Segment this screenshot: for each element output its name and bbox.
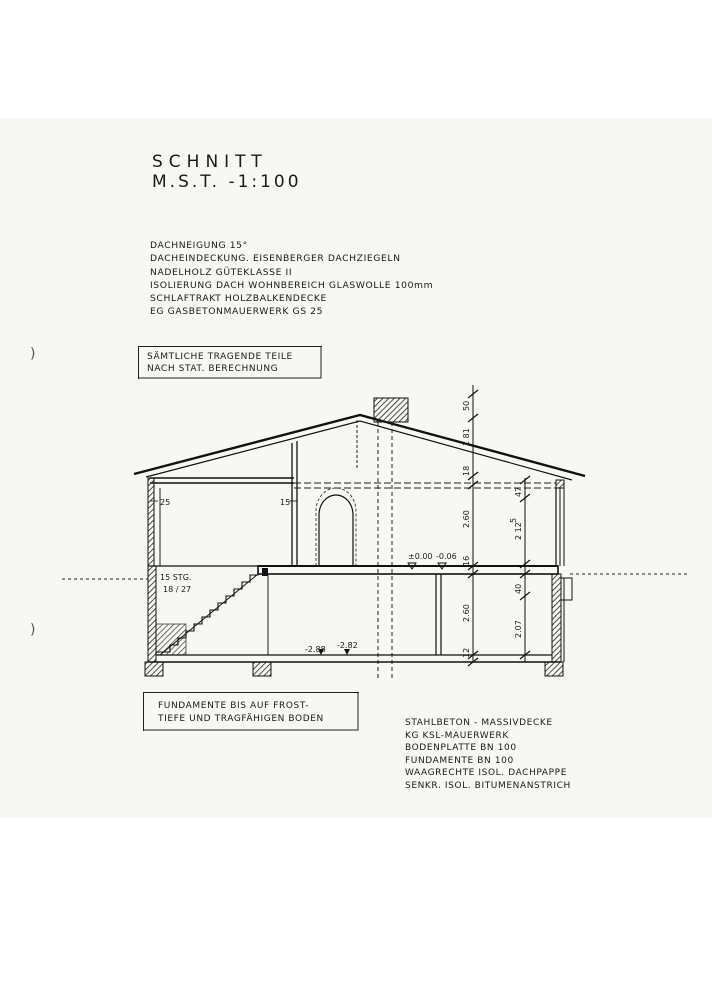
material-line: FUNDAMENTE BN 100: [405, 755, 514, 766]
dimension-label: 47: [514, 486, 523, 497]
foundation-note-line: FUNDAMENTE BIS AUF FROST-: [158, 701, 309, 711]
level-label: -2.82: [337, 641, 358, 650]
roof: [134, 415, 585, 480]
level-label: -0.06: [436, 552, 457, 561]
structure-note-line: SÄMTLICHE TRAGENDE TEILE: [147, 352, 293, 362]
attic-floor: [150, 478, 556, 488]
dimension-label: 2 12: [514, 522, 523, 540]
dimension-label: 1 81: [462, 428, 471, 446]
basement-walls: [148, 566, 572, 662]
dimension-label: 40: [514, 583, 523, 594]
stairs-ratio-label: 18 / 27: [163, 585, 192, 594]
spec-line: NADELHOLZ GÜTEKLASSE II: [150, 266, 293, 278]
foundation-note-line: TIEFE UND TRAGFÄHIGEN BODEN: [158, 714, 324, 724]
drawing-title: SCHNITT: [152, 152, 268, 172]
foundation-note-box: [143, 692, 359, 731]
binder-hole-mark: ): [30, 346, 36, 362]
spec-line: EG GASBETONMAUERWERK GS 25: [150, 306, 324, 318]
material-line: SENKR. ISOL. BITUMENANSTRICH: [405, 780, 571, 791]
wall-thickness-label: 25: [160, 498, 171, 507]
dimension-label: 5: [509, 517, 518, 523]
right-wall-upper: [556, 480, 564, 566]
stairs-count-label: 15 STG.: [160, 573, 192, 582]
level-label: ±0.00: [408, 552, 433, 561]
dimension-label: 12: [462, 647, 471, 658]
ground-floor-slab: [148, 566, 558, 576]
arched-opening: [316, 488, 356, 566]
spec-line: SCHLAFTRAKT HOLZBALKENDECKE: [150, 293, 327, 305]
level-label: -2.88: [305, 645, 326, 654]
dimension-label: 2.07: [514, 620, 523, 638]
structure-note-line: NACH STAT. BERECHNUNG: [147, 364, 279, 374]
spec-line: DACHNEIGUNG 15°: [150, 240, 248, 251]
material-line: BODENPLATTE BN 100: [405, 743, 517, 754]
dimension-label: 2.60: [462, 604, 471, 622]
drawing-scale: M.S.T. -1:100: [152, 172, 302, 192]
spec-line: ISOLIERUNG DACH WOHNBEREICH GLASWOLLE 100mm: [150, 279, 434, 291]
dimension-label: 16: [462, 555, 471, 566]
dimension-label: 2.60: [462, 510, 471, 528]
chimney: [374, 398, 408, 680]
binder-hole-mark: ): [30, 622, 36, 638]
wall-thickness-label: 15: [280, 498, 291, 507]
dimension-label: 50: [462, 400, 471, 411]
materials-list: [405, 717, 571, 793]
left-wall-upper: [148, 478, 160, 566]
material-line: STAHLBETON - MASSIVDECKE: [405, 718, 553, 728]
material-line: WAAGRECHTE ISOL. DACHPAPPE: [405, 768, 567, 779]
foundations: [145, 662, 563, 676]
basement-floor-slab: [148, 655, 561, 662]
partition-wall: [292, 441, 297, 566]
material-line: KG KSL-MAUERWERK: [405, 730, 509, 741]
dimension-label: 18: [462, 465, 471, 476]
spec-line: DACHEINDECKUNG. EISENBERGER DACHZIEGELN: [150, 253, 401, 265]
